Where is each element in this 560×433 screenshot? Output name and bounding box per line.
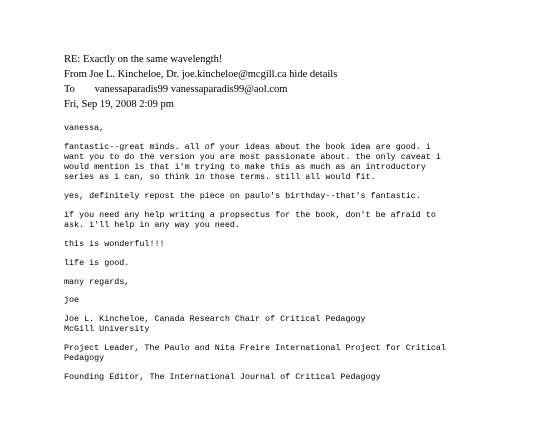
email-body (64, 123, 544, 391)
to-line (64, 82, 337, 97)
greeting: vanessa, (64, 123, 105, 133)
sign-off: many regards, (64, 276, 130, 287)
body-paragraph-5: life is good. (64, 257, 130, 268)
to-value: vanessaparadis99 vanessaparadis99@aol.com (94, 84, 288, 95)
signature-line-2: Project Leader, The Paulo and Nita Freire International Project for Critical Pedagogy (64, 343, 446, 364)
from-value: Joe L. Kincheloe, Dr. joe.kincheloe@mcgill.ca (89, 69, 287, 80)
body-paragraph-2: yes, definitely repost the piece on paulo's birthday--that's fantastic. (64, 191, 421, 202)
email-date: Fri, Sep 19, 2008 2:09 pm (64, 99, 174, 110)
signature-line-3: Founding Editor, The International Journal of Critical Pedagogy (64, 372, 381, 383)
to-label: To (64, 84, 75, 95)
from-label: From (64, 69, 87, 80)
body-paragraph-1: fantastic--great minds. all of your ideas about the book idea are good. i want you to do the version you are most passionate about. the only caveat i would mention is that i'm trying to make this as much as an introductory series as i can, so think in those terms. still all would fit. (64, 141, 441, 183)
hide-details-link[interactable]: hide details (289, 69, 338, 80)
email-subject: RE: Exactly on the same wavelength! (64, 54, 223, 65)
email-header (64, 52, 337, 112)
signature-line-1: Joe L. Kincheloe, Canada Research Chair of Critical Pedagogy McGill University (64, 314, 366, 335)
body-paragraph-3: if you need any help writing a propsectus for the book, don't be afraid to ask. i'll help in any way you need. (64, 210, 436, 231)
from-line (64, 67, 337, 82)
body-paragraph-4: this is wonderful!!! (64, 239, 165, 249)
sender-name: joe (64, 295, 80, 306)
